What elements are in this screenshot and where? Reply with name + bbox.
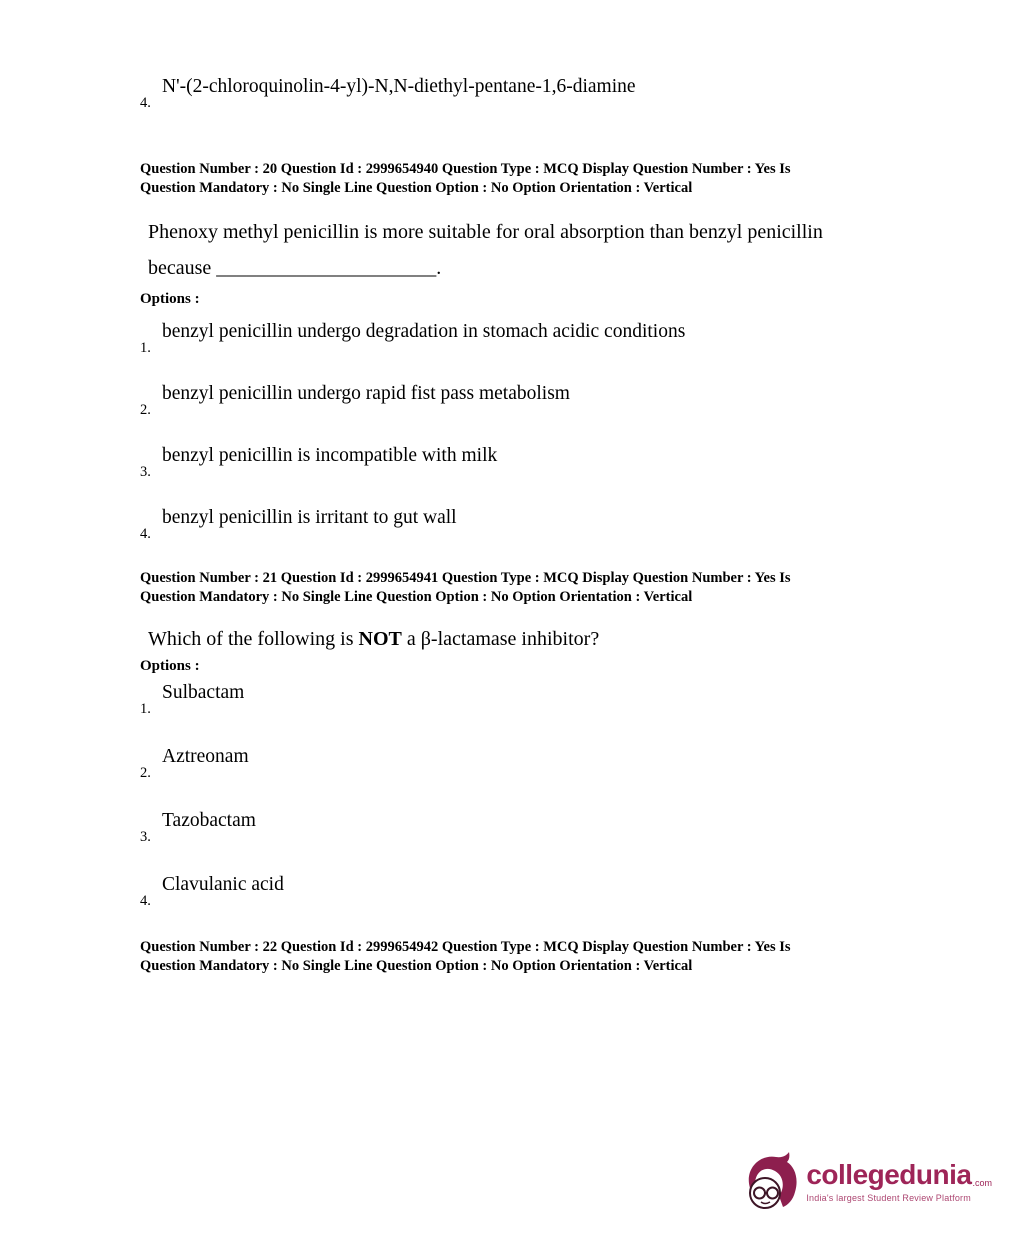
metadata-line-2: Question Mandatory : No Single Line Question Option : No Option Orientation : Vertical: [140, 180, 693, 196]
option-3: [140, 445, 964, 481]
option-2: [140, 383, 964, 419]
option-text: Sulbactam: [162, 682, 245, 703]
question-text-emphasis: NOT: [358, 628, 402, 650]
option-text: benzyl penicillin is irritant to gut wall: [162, 507, 457, 528]
question-metadata: [140, 160, 964, 198]
option-number: 4.: [140, 526, 151, 542]
brand-tld: .com: [972, 1177, 992, 1188]
option-2: [140, 746, 964, 782]
option-text: Tazobactam: [162, 810, 256, 831]
student-face-with-glasses-icon: [743, 1152, 797, 1210]
metadata-line-2: Question Mandatory : No Single Line Question Option : No Option Orientation : Vertical: [140, 589, 693, 605]
option-text: benzyl penicillin is incompatible with milk: [162, 445, 498, 466]
collegedunia-logo: [743, 1152, 992, 1210]
options-list: [140, 682, 964, 910]
question-line-2: because ______________________.: [148, 257, 442, 279]
options-label: Options :: [140, 658, 200, 674]
question-block-20: [140, 160, 964, 543]
option-text: benzyl penicillin undergo rapid fist pass metabolism: [162, 383, 570, 404]
previous-question-option-4: [140, 76, 964, 112]
option-4: [140, 874, 964, 910]
question-text-post: a β-lactamase inhibitor?: [401, 628, 600, 650]
option-text: benzyl penicillin undergo degradation in stomach acidic conditions: [162, 321, 686, 342]
question-text: [148, 621, 964, 657]
option-4: [140, 507, 964, 543]
question-metadata: [140, 569, 964, 607]
question-line-1: Phenoxy methyl penicillin is more suitable for oral absorption than benzyl penicillin: [148, 221, 823, 243]
option-number: 4.: [140, 95, 151, 111]
option-number: 3.: [140, 829, 151, 845]
option-text: Clavulanic acid: [162, 874, 284, 895]
option-1: [140, 321, 964, 357]
option-number: 2.: [140, 402, 151, 418]
option-number: 2.: [140, 765, 151, 781]
option-text: N'-(2-chloroquinolin-4-yl)-N,N-diethyl-pentane-1,6-diamine: [162, 76, 636, 97]
metadata-line-2: Question Mandatory : No Single Line Question Option : No Option Orientation : Vertical: [140, 958, 693, 974]
question-line-1: [148, 621, 964, 657]
logo-text-column: [806, 1160, 992, 1203]
brand-name: collegedunia: [806, 1158, 972, 1190]
brand-tagline: India's largest Student Review Platform: [806, 1192, 971, 1203]
metadata-line-1: Question Number : 20 Question Id : 2999654940 Question Type : MCQ Display Question Number : Yes Is: [140, 161, 791, 177]
option-text: Aztreonam: [162, 746, 249, 767]
metadata-line-1: Question Number : 22 Question Id : 2999654942 Question Type : MCQ Display Question Number : Yes Is: [140, 939, 791, 955]
question-block-21: [140, 569, 964, 910]
question-block-22: [140, 938, 964, 976]
option-number: 1.: [140, 340, 151, 356]
metadata-line-1: Question Number : 21 Question Id : 2999654941 Question Type : MCQ Display Question Number : Yes Is: [140, 570, 791, 586]
options-list: [140, 321, 964, 543]
question-metadata: [140, 938, 964, 976]
question-text-pre: Which of the following is: [148, 628, 359, 650]
option-number: 3.: [140, 464, 151, 480]
option-number: 1.: [140, 701, 151, 717]
question-text: [148, 214, 964, 286]
options-label: Options :: [140, 291, 200, 307]
option-1: [140, 682, 964, 718]
brand-line: [806, 1160, 992, 1190]
option-3: [140, 810, 964, 846]
option-number: 4.: [140, 893, 151, 909]
